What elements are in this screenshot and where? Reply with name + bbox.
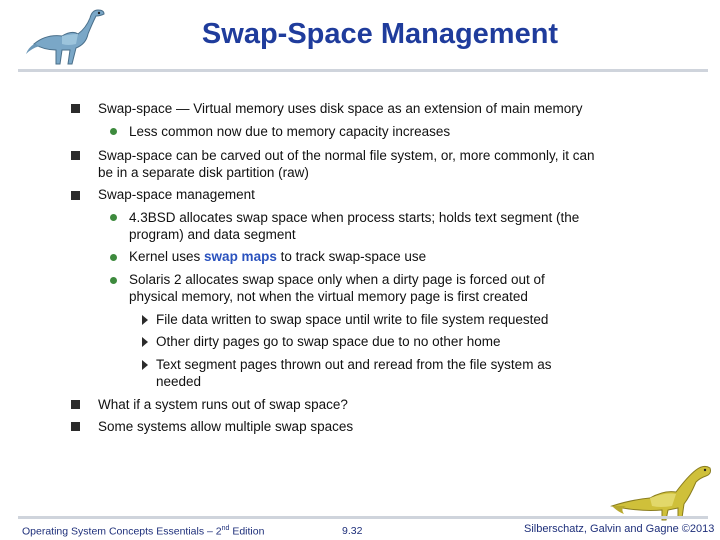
footer-book-title-main: Operating System Concepts Essentials – 2 bbox=[22, 525, 222, 538]
square-bullet-icon bbox=[71, 104, 80, 113]
swap-maps-term: swap maps bbox=[204, 249, 277, 264]
bullet-text: Swap-space management bbox=[98, 187, 255, 202]
slide-title: Swap-Space Management bbox=[201, 18, 559, 50]
arrow-bullet-icon bbox=[142, 315, 148, 325]
bullet-text: 4.3BSD allocates swap space when process starts; holds text segment (the program) and data segment bbox=[129, 210, 580, 242]
square-bullet-icon bbox=[71, 191, 80, 200]
footer-book-title bbox=[22, 525, 264, 538]
arrow-bullet-icon bbox=[142, 337, 148, 347]
footer-authors: Silberschatz, Galvin and Gagne ©2013 bbox=[524, 523, 715, 535]
bullet-text-pre: Kernel uses bbox=[129, 249, 205, 264]
footer-divider bbox=[18, 516, 708, 519]
square-bullet-icon bbox=[71, 151, 80, 160]
bullet-text bbox=[129, 248, 689, 265]
bullet-text: Some systems allow multiple swap spaces bbox=[98, 419, 354, 434]
dinosaur-logo-bottom bbox=[610, 462, 714, 522]
round-bullet-icon bbox=[110, 214, 117, 221]
bullet-text: Solaris 2 allocates swap space only when a dirty page is forced out of physical memory, not when the virtual memory page is first created bbox=[129, 272, 545, 304]
bullet-text: Swap-space can be carved out of the normal file system, or, more commonly, it can be in a separate disk partition (raw) bbox=[98, 148, 595, 180]
bullet-text: What if a system runs out of swap space? bbox=[98, 397, 348, 412]
bullet-text: Other dirty pages go to swap space due to no other home bbox=[156, 334, 501, 349]
bullet-text-post: to track swap-space use bbox=[276, 249, 427, 264]
dinosaur-logo-top bbox=[26, 4, 114, 70]
footer-book-edition-sup: nd bbox=[221, 525, 230, 532]
square-bullet-icon bbox=[71, 400, 80, 409]
bullet-text: File data written to swap space until write to file system requested bbox=[156, 312, 549, 327]
footer-book-title-end: Edition bbox=[229, 525, 265, 538]
round-bullet-icon bbox=[110, 128, 117, 135]
bullet-text: Less common now due to memory capacity increases bbox=[129, 124, 451, 139]
bullet-text: Swap-space — Virtual memory uses disk space as an extension of main memory bbox=[98, 101, 583, 116]
arrow-bullet-icon bbox=[142, 360, 148, 370]
bullet-text: Text segment pages thrown out and reread from the file system as needed bbox=[156, 357, 552, 389]
title-divider bbox=[18, 69, 708, 72]
round-bullet-icon bbox=[110, 254, 117, 261]
round-bullet-icon bbox=[110, 277, 117, 284]
footer-page-number: 9.32 bbox=[342, 525, 363, 537]
square-bullet-icon bbox=[71, 422, 80, 431]
